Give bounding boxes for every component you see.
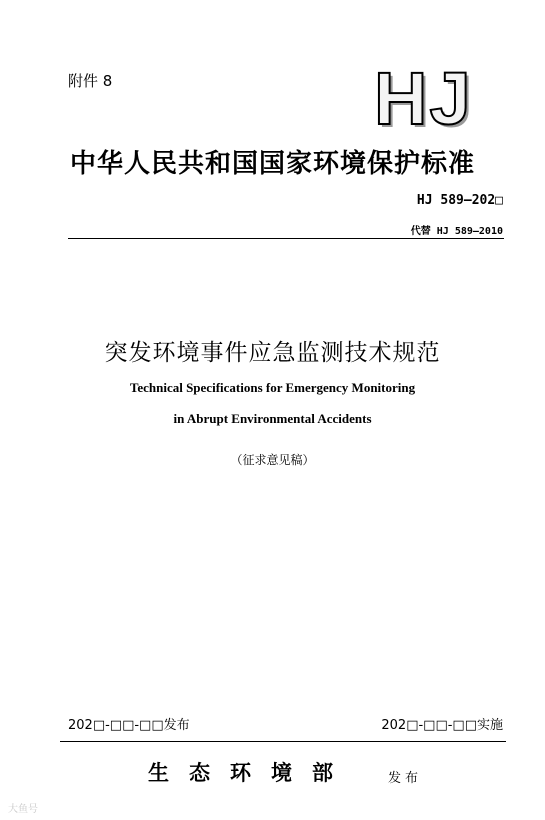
standard-category-title: 中华人民共和国国家环境保护标准 bbox=[69, 149, 475, 179]
release-date: 202□-□□-□□发布 bbox=[68, 718, 190, 733]
issue-label: 发布 bbox=[388, 771, 423, 786]
document-title-cn: 突发环境事件应急监测技术规范 bbox=[104, 340, 441, 366]
document-title-en-line2: in Abrupt Environmental Accidents bbox=[173, 411, 372, 426]
replaces-standard: 代替 HJ 589—2010 bbox=[410, 226, 503, 237]
watermark: 大鱼号 bbox=[8, 804, 38, 815]
footer-divider bbox=[60, 741, 506, 742]
draft-status: （征求意见稿） bbox=[230, 453, 315, 467]
issuing-authority: 生态环境部 bbox=[148, 760, 353, 785]
hj-logo: HJ bbox=[374, 57, 473, 140]
document-title-en-line1: Technical Specifications for Emergency Monitoring bbox=[129, 380, 416, 395]
implement-date: 202□-□□-□□实施 bbox=[381, 718, 503, 733]
standard-number: HJ 589—202□ bbox=[416, 193, 503, 208]
header-divider bbox=[68, 238, 504, 239]
attachment-label: 附件 8 bbox=[68, 72, 113, 90]
